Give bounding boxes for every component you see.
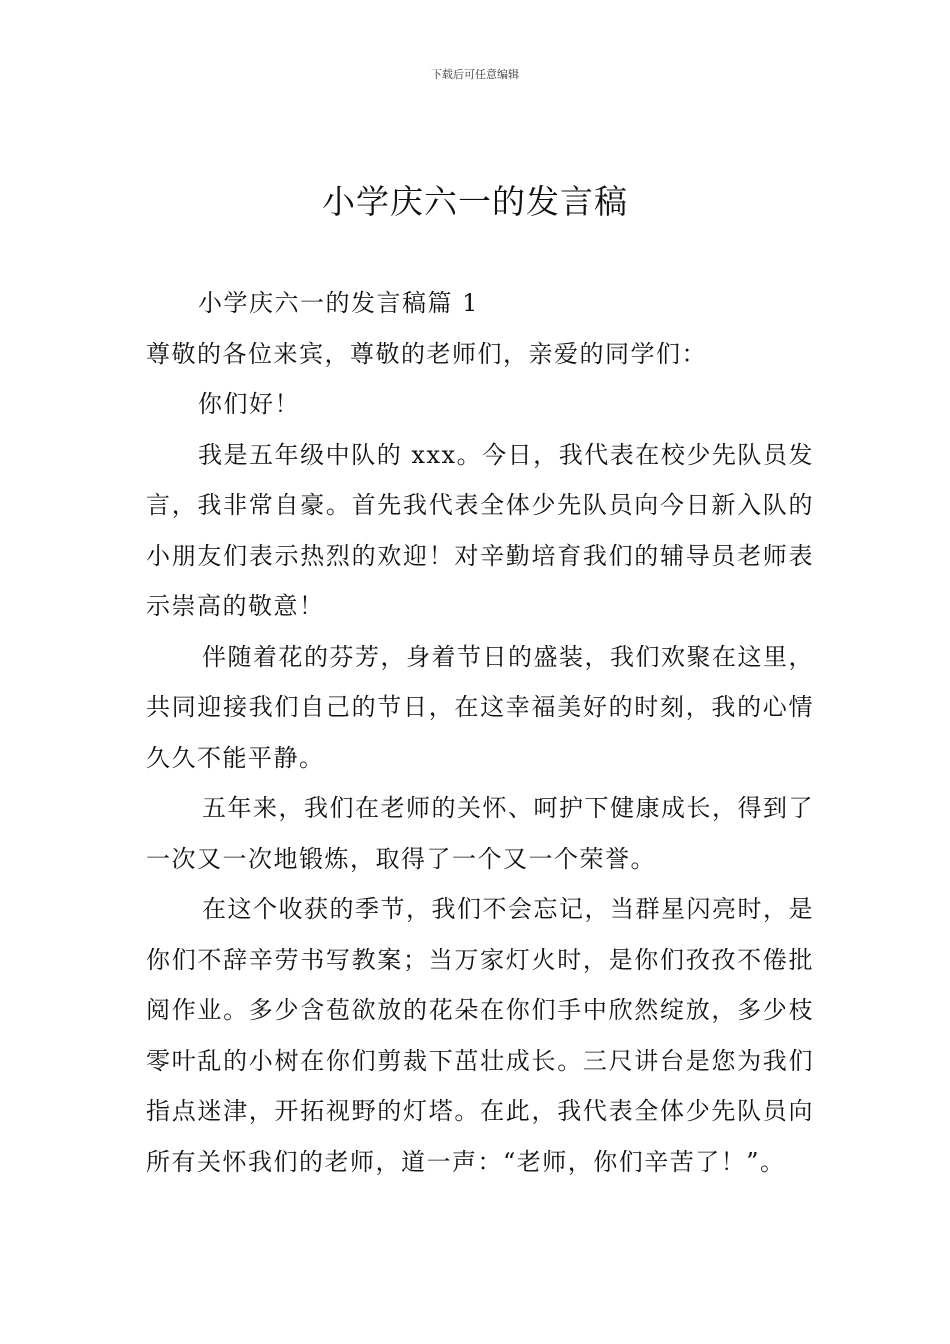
- body-paragraph: 在这个收获的季节，我们不会忘记，当群星闪亮时，是你们不辞辛劳书写教案；当万家灯火时，是你们孜孜不倦批阅作业。多少含苞欲放的花朵在你们手中欣然绽放，多少枝零叶乱的小树在你们剪裁下茁壮成长。三尺讲台是您为我们指点迷津，开拓视野的灯塔。在此，我代表全体少先队员向所有关怀我们的老师，道一声：“老师，你们辛苦了！”。: [146, 895, 814, 1176]
- salutation: 尊敬的各位来宾，尊敬的老师们，亲爱的同学们：: [146, 339, 707, 368]
- document-title: 小学庆六一的发言稿: [322, 182, 628, 221]
- section-heading: 小学庆六一的发言稿篇 1: [198, 289, 479, 317]
- greeting: 你们好！: [198, 390, 300, 418]
- header-note: 下载后可任意编辑: [431, 68, 519, 81]
- document-body: [146, 278, 814, 1187]
- body-paragraph: 五年来，我们在老师的关怀、呵护下健康成长，得到了一次又一次地锻炼，取得了一个又一个荣誉。: [146, 794, 814, 873]
- body-paragraph: 伴随着花的芬芳，身着节日的盛装，我们欢聚在这里，共同迎接我们自己的节日，在这幸福美好的时刻，我的心情久久不能平静。: [146, 642, 814, 772]
- body-paragraph: 我是五年级中队的 xxx。今日，我代表在校少先队员发言，我非常自豪。首先我代表全体少先队员向今日新入队的小朋友们表示热烈的欢迎！对辛勤培育我们的辅导员老师表示崇高的敬意！: [146, 440, 814, 620]
